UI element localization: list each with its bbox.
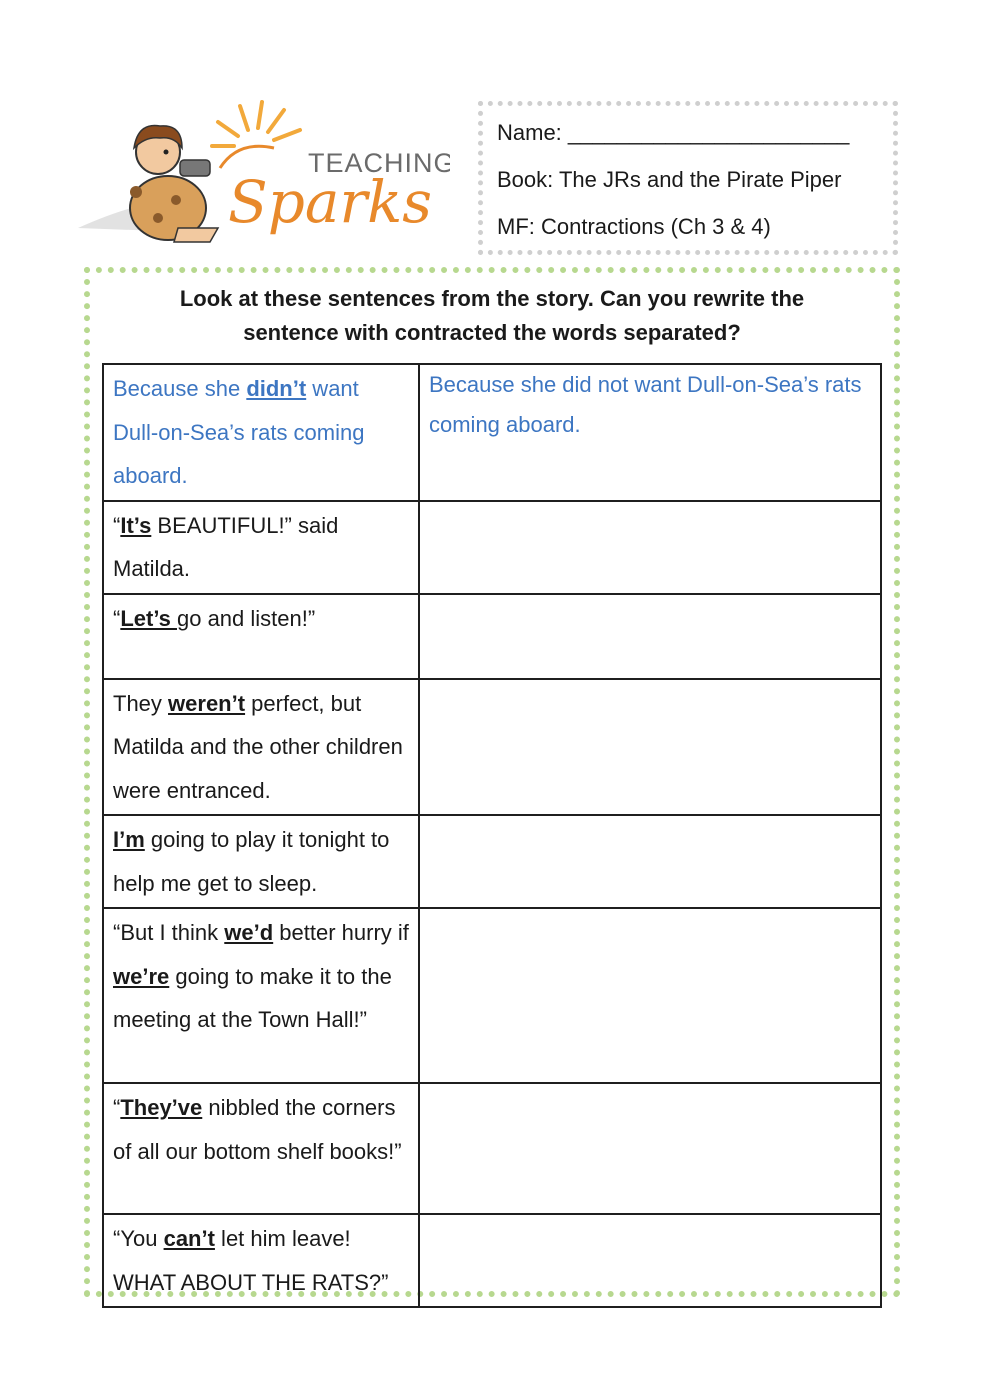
table-row (103, 501, 881, 594)
sentence-cell (103, 1083, 419, 1214)
sentence-text: “You (113, 1226, 164, 1251)
sentence-text: “ (113, 512, 121, 538)
table-row (103, 1083, 881, 1214)
table-row (103, 815, 881, 908)
sentence-text: go and listen!” (176, 605, 316, 631)
table-row (103, 364, 881, 501)
sentence-cell (103, 594, 419, 679)
book-title: Book: The JRs and the Pirate Piper (497, 167, 842, 192)
sentence-text: “But I think (113, 920, 225, 945)
answer-cell[interactable] (419, 501, 881, 594)
answer-cell[interactable] (419, 815, 881, 908)
sentence-text: “ (113, 605, 121, 631)
contractions-table (102, 363, 882, 1308)
answer-cell[interactable] (419, 679, 881, 816)
sentence-text: let him leave! WHAT ABOUT THE RATS?” (113, 1226, 389, 1295)
table-row (103, 594, 881, 679)
contraction-word: weren’t (168, 690, 246, 716)
sentence-text: going to play it tonight to help me get to sleep. (113, 827, 390, 896)
sentence-cell (103, 679, 419, 816)
table-row (103, 679, 881, 816)
contraction-word: Let’s (120, 605, 177, 631)
sentence-cell (103, 364, 419, 501)
contraction-word: we’re (113, 963, 170, 989)
instruction-line-1: Look at these sentences from the story. Can you rewrite the (179, 286, 805, 311)
instruction-line-2: sentence with contracted the words separated? (243, 320, 741, 345)
sentence-text: Because she (113, 376, 247, 401)
logo-graphic (78, 100, 450, 248)
logo-line1: TEACHING (308, 148, 450, 178)
topic-label: MF: Contractions (Ch 3 & 4) (497, 214, 771, 239)
sentence-text: going to make it to the meeting at the Town Hall!” (113, 963, 392, 1032)
contraction-word: I’m (113, 827, 145, 852)
answer-cell[interactable]: Because she did not want Dull-on-Sea’s rats coming aboard. (419, 364, 881, 501)
sentence-cell (103, 501, 419, 594)
contraction-word: we’d (224, 920, 274, 945)
logo-line2: Sparks (228, 168, 433, 236)
sentence-cell (103, 1214, 419, 1307)
answer-cell[interactable] (419, 594, 881, 679)
sentence-text: “ (113, 1095, 121, 1120)
table-row (103, 908, 881, 1083)
table-row (103, 1214, 881, 1307)
sentence-text: nibbled the corners of all our bottom shelf books!” (113, 1095, 402, 1164)
contraction-word: can’t (163, 1226, 215, 1251)
instructions (90, 282, 894, 350)
answer-cell[interactable] (419, 908, 881, 1083)
contraction-word: didn’t (246, 376, 307, 401)
teaching-sparks-logo (78, 100, 450, 248)
sentence-cell (103, 815, 419, 908)
name-field[interactable]: Name: _______________________ (497, 120, 850, 145)
contraction-word: It’s (120, 512, 152, 538)
sentence-text: They (113, 690, 169, 716)
answer-cell[interactable] (419, 1083, 881, 1214)
sentence-cell (103, 908, 419, 1083)
sentence-text: perfect, but Matilda and the other children were entranced. (113, 690, 403, 803)
sentence-text: BEAUTIFUL!” said Matilda. (113, 512, 339, 581)
answer-cell[interactable] (419, 1214, 881, 1307)
sentence-text: want Dull-on-Sea’s rats coming aboard. (113, 376, 365, 488)
sentence-text: better hurry if (273, 920, 409, 945)
contraction-word: They’ve (120, 1095, 203, 1120)
worksheet-info-box (478, 101, 898, 255)
